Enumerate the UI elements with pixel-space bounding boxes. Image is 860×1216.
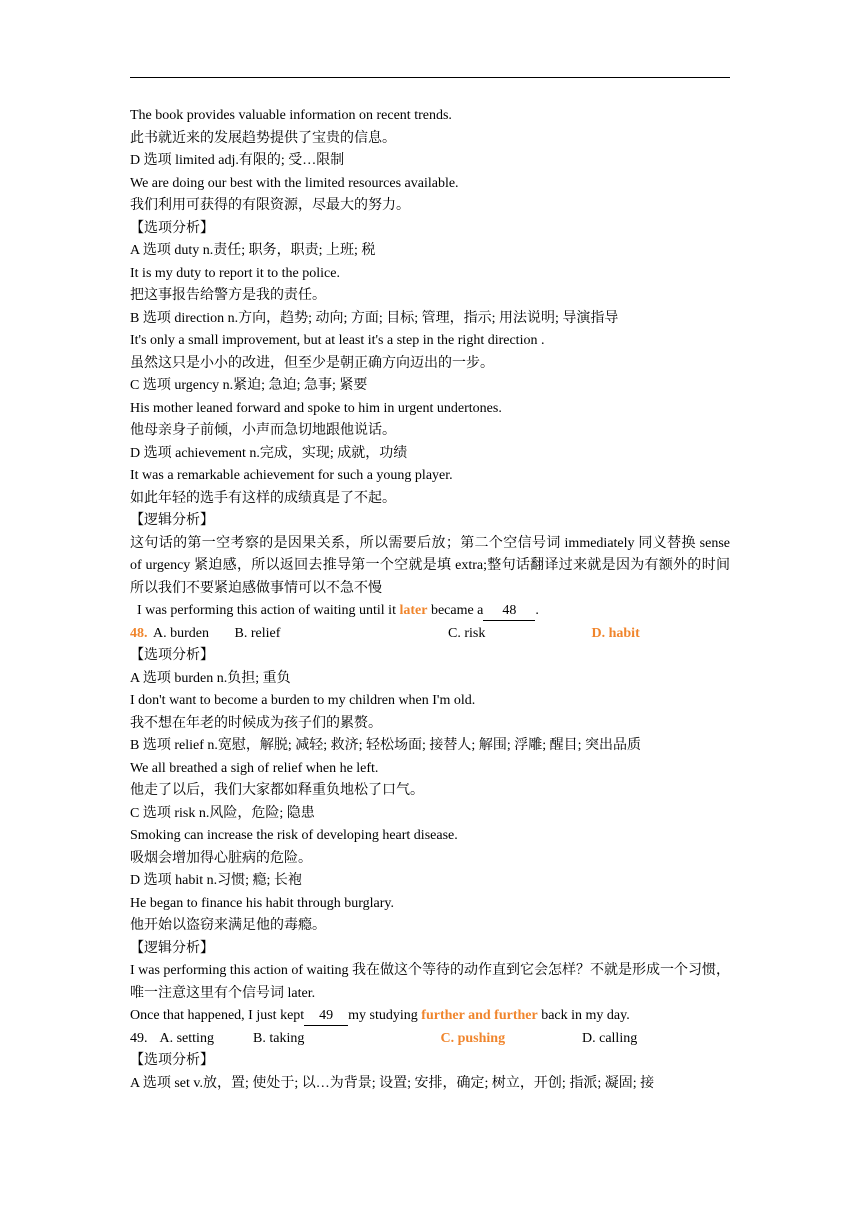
q48-option-a: A. burden	[153, 625, 209, 641]
section-heading: 【选项分析】	[130, 1053, 214, 1068]
logic-analysis-paragraph: 这句话的第一空考察的是因果关系，所以需要后放；第二个空信号词 immediately 同义替换 sense of urgency 紧迫感，所以返回去推导第一个空就是填 extra;整句话翻译过来就是因为有额外的时间所以我们不要紧迫感做事情可以不急不慢	[130, 535, 730, 596]
q48-signal-word: later	[399, 603, 428, 618]
q49-signal-phrase: further and further	[421, 1008, 538, 1023]
translation: 如此年轻的选手有这样的成绩真是了不起。	[130, 490, 396, 506]
translation: 他母亲身子前倾，小声而急切地跟他说话。	[130, 423, 396, 438]
question-48-sentence	[130, 600, 730, 623]
q48-blank: 48	[483, 602, 535, 621]
translation: 此书就近来的发展趋势提供了宝贵的信息。	[130, 130, 396, 146]
option-entry: C 选项 risk n.风险，危险; 隐患	[130, 805, 315, 821]
translation: 我们利用可获得的有限资源，尽最大的努力。	[130, 198, 410, 213]
translation: 把这事报告给警方是我的责任。	[130, 288, 326, 303]
option-entry: C 选项 urgency n.紧迫; 急迫; 急事; 紧要	[130, 378, 368, 393]
q49-option-c-answer: C. pushing	[440, 1030, 506, 1046]
option-entry: D 选项 achievement n.完成，实现; 成就，功绩	[130, 445, 408, 461]
option-entry: B 选项 relief n.宽慰，解脱; 减轻; 救济; 轻松场面; 接替人; 解围; 浮雕; 醒目; 突出品质	[130, 738, 641, 753]
q48-number: 48.	[130, 625, 148, 641]
q48-option-d-answer: D. habit	[591, 625, 640, 641]
section-heading: 【逻辑分析】	[130, 513, 214, 528]
example-sentence: The book provides valuable information on recent trends.	[130, 108, 452, 123]
translation: 吸烟会增加得心脏病的危险。	[130, 850, 312, 866]
example-sentence: We are doing our best with the limited resources available.	[130, 175, 459, 191]
option-entry: B 选项 direction n.方向，趋势; 动向; 方面; 目标; 管理，指示; 用法说明; 导演指导	[130, 310, 619, 326]
option-entry: A 选项 burden n.负担; 重负	[130, 670, 291, 686]
option-entry: D 选项 limited adj.有限的; 受…限制	[130, 153, 345, 168]
option-entry: A 选项 duty n.责任; 职务，职责; 上班; 税	[130, 243, 376, 258]
translation: 他走了以后，我们大家都如释重负地松了口气。	[130, 783, 424, 798]
example-sentence: It was a remarkable achievement for such a young player.	[130, 468, 453, 483]
translation: 我不想在年老的时候成为孩子们的累赘。	[130, 715, 382, 731]
header-rule	[130, 77, 730, 78]
q49-option-d: D. calling	[582, 1030, 638, 1046]
section-heading: 【选项分析】	[130, 648, 214, 663]
example-sentence: It is my duty to report it to the police.	[130, 265, 340, 281]
q49-option-b: B. taking	[253, 1030, 305, 1046]
question-49-options	[130, 1028, 730, 1051]
question-49-sentence	[130, 1005, 730, 1028]
logic-analysis-paragraph: I was performing this action of waiting 我在做这个等待的动作直到它会怎样？不就是形成一个习惯，唯一注意这里有个信号词 later.	[130, 963, 731, 1001]
translation: 他开始以盗窃来满足他的毒瘾。	[130, 918, 326, 933]
example-sentence: His mother leaned forward and spoke to him in urgent undertones.	[130, 400, 502, 416]
document-body	[130, 105, 730, 1095]
q49-sentence-mid: my studying	[348, 1008, 422, 1023]
question-48-options	[130, 623, 730, 646]
q48-option-c: C. risk	[448, 625, 486, 641]
example-sentence: We all breathed a sigh of relief when he left.	[130, 760, 379, 776]
q49-number: 49.	[130, 1030, 148, 1046]
q49-sentence-pre: Once that happened, I just kept	[130, 1008, 305, 1023]
example-sentence: Smoking can increase the risk of developing heart disease.	[130, 828, 458, 843]
option-entry: A 选项 set v.放，置; 使处于; 以…为背景; 设置; 安排，确定; 树立，开创; 指派; 凝固; 接	[130, 1075, 655, 1091]
option-entry: D 选项 habit n.习惯; 瘾; 长袍	[130, 873, 302, 888]
q48-sentence-pre: I was performing this action of waiting until it	[137, 603, 400, 618]
translation: 虽然这只是小小的改进，但至少是朝正确方向迈出的一步。	[130, 355, 494, 371]
q48-option-b: B. relief	[234, 625, 281, 641]
example-sentence: I don't want to become a burden to my children when I'm old.	[130, 693, 476, 708]
q49-blank: 49	[304, 1007, 348, 1026]
example-sentence: He began to finance his habit through burglary.	[130, 895, 394, 911]
q49-sentence-post: back in my day.	[537, 1008, 630, 1023]
q48-sentence-post: .	[535, 603, 539, 618]
section-heading: 【选项分析】	[130, 220, 214, 236]
section-heading: 【逻辑分析】	[130, 940, 214, 956]
q49-option-a: A. setting	[159, 1030, 214, 1046]
q48-sentence-mid: became a	[427, 603, 484, 618]
example-sentence: It's only a small improvement, but at least it's a step in the right direction .	[130, 333, 545, 348]
